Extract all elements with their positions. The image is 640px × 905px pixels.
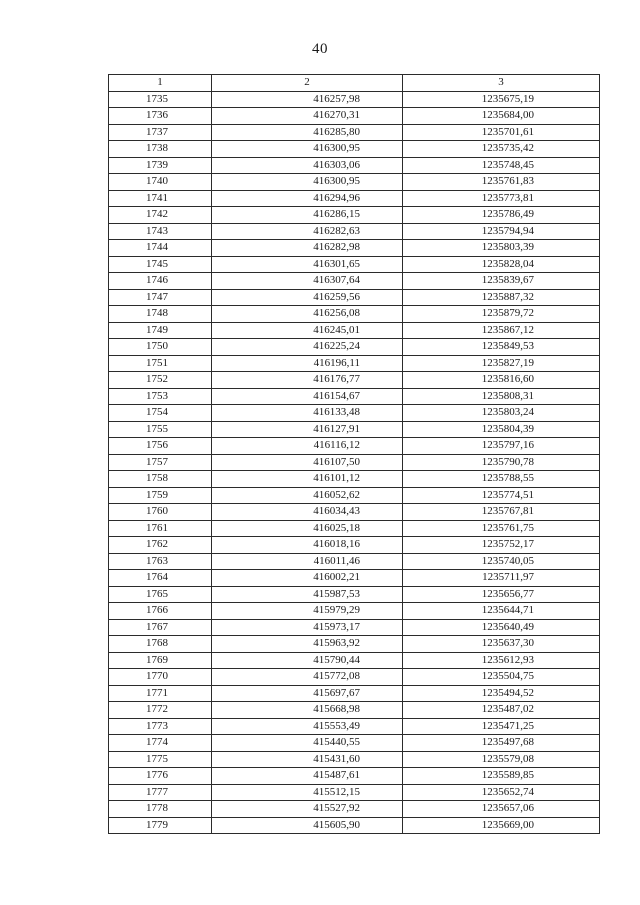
x-coordinate-cell: 416133,48 — [212, 405, 403, 422]
y-coordinate-cell: 1235701,61 — [403, 124, 600, 141]
table-row — [109, 487, 600, 504]
table-row — [109, 784, 600, 801]
x-coordinate-cell: 416307,64 — [212, 273, 403, 290]
column-header-2: 2 — [212, 75, 403, 92]
table-row — [109, 553, 600, 570]
table-row — [109, 570, 600, 587]
point-number-cell: 1750 — [109, 339, 212, 356]
x-coordinate-cell: 415979,29 — [212, 603, 403, 620]
y-coordinate-cell: 1235487,02 — [403, 702, 600, 719]
y-coordinate-cell: 1235752,17 — [403, 537, 600, 554]
y-coordinate-cell: 1235816,60 — [403, 372, 600, 389]
point-number-cell: 1755 — [109, 421, 212, 438]
y-coordinate-cell: 1235471,25 — [403, 718, 600, 735]
y-coordinate-cell: 1235839,67 — [403, 273, 600, 290]
table-row — [109, 240, 600, 257]
x-coordinate-cell: 416303,06 — [212, 157, 403, 174]
y-coordinate-cell: 1235637,30 — [403, 636, 600, 653]
point-number-cell: 1754 — [109, 405, 212, 422]
table-row — [109, 801, 600, 818]
point-number-cell: 1751 — [109, 355, 212, 372]
y-coordinate-cell: 1235494,52 — [403, 685, 600, 702]
x-coordinate-cell: 416256,08 — [212, 306, 403, 323]
table-row — [109, 91, 600, 108]
x-coordinate-cell: 415512,15 — [212, 784, 403, 801]
x-coordinate-cell: 415605,90 — [212, 817, 403, 834]
x-coordinate-cell: 416002,21 — [212, 570, 403, 587]
point-number-cell: 1778 — [109, 801, 212, 818]
table-row — [109, 718, 600, 735]
table-row — [109, 438, 600, 455]
y-coordinate-cell: 1235761,83 — [403, 174, 600, 191]
y-coordinate-cell: 1235504,75 — [403, 669, 600, 686]
y-coordinate-cell: 1235797,16 — [403, 438, 600, 455]
y-coordinate-cell: 1235735,42 — [403, 141, 600, 158]
point-number-cell: 1763 — [109, 553, 212, 570]
table-row — [109, 223, 600, 240]
y-coordinate-cell: 1235828,04 — [403, 256, 600, 273]
x-coordinate-cell: 416154,67 — [212, 388, 403, 405]
x-coordinate-cell: 415987,53 — [212, 586, 403, 603]
table-body — [109, 91, 600, 834]
point-number-cell: 1776 — [109, 768, 212, 785]
table-row — [109, 405, 600, 422]
point-number-cell: 1743 — [109, 223, 212, 240]
table-row — [109, 421, 600, 438]
point-number-cell: 1739 — [109, 157, 212, 174]
point-number-cell: 1771 — [109, 685, 212, 702]
point-number-cell: 1766 — [109, 603, 212, 620]
point-number-cell: 1770 — [109, 669, 212, 686]
y-coordinate-cell: 1235656,77 — [403, 586, 600, 603]
x-coordinate-cell: 416300,95 — [212, 141, 403, 158]
x-coordinate-cell: 416018,16 — [212, 537, 403, 554]
x-coordinate-cell: 416225,24 — [212, 339, 403, 356]
y-coordinate-cell: 1235786,49 — [403, 207, 600, 224]
y-coordinate-cell: 1235803,24 — [403, 405, 600, 422]
x-coordinate-cell: 415973,17 — [212, 619, 403, 636]
point-number-cell: 1760 — [109, 504, 212, 521]
point-number-cell: 1774 — [109, 735, 212, 752]
table-row — [109, 751, 600, 768]
y-coordinate-cell: 1235640,49 — [403, 619, 600, 636]
table-row — [109, 685, 600, 702]
table-row — [109, 619, 600, 636]
x-coordinate-cell: 416282,63 — [212, 223, 403, 240]
table-row — [109, 652, 600, 669]
point-number-cell: 1747 — [109, 289, 212, 306]
point-number-cell: 1741 — [109, 190, 212, 207]
y-coordinate-cell: 1235748,45 — [403, 157, 600, 174]
point-number-cell: 1769 — [109, 652, 212, 669]
x-coordinate-cell: 415772,08 — [212, 669, 403, 686]
table-row — [109, 537, 600, 554]
table-row — [109, 636, 600, 653]
y-coordinate-cell: 1235794,94 — [403, 223, 600, 240]
point-number-cell: 1752 — [109, 372, 212, 389]
point-number-cell: 1740 — [109, 174, 212, 191]
point-number-cell: 1759 — [109, 487, 212, 504]
y-coordinate-cell: 1235669,00 — [403, 817, 600, 834]
x-coordinate-cell: 415440,55 — [212, 735, 403, 752]
x-coordinate-cell: 416116,12 — [212, 438, 403, 455]
point-number-cell: 1749 — [109, 322, 212, 339]
table-row — [109, 174, 600, 191]
y-coordinate-cell: 1235803,39 — [403, 240, 600, 257]
table-row — [109, 504, 600, 521]
table-row — [109, 817, 600, 834]
table-row — [109, 322, 600, 339]
y-coordinate-cell: 1235497,68 — [403, 735, 600, 752]
x-coordinate-cell: 415697,67 — [212, 685, 403, 702]
point-number-cell: 1745 — [109, 256, 212, 273]
point-number-cell: 1757 — [109, 454, 212, 471]
table-row — [109, 471, 600, 488]
x-coordinate-cell: 416270,31 — [212, 108, 403, 125]
point-number-cell: 1753 — [109, 388, 212, 405]
x-coordinate-cell: 416300,95 — [212, 174, 403, 191]
y-coordinate-cell: 1235849,53 — [403, 339, 600, 356]
y-coordinate-cell: 1235867,12 — [403, 322, 600, 339]
y-coordinate-cell: 1235788,55 — [403, 471, 600, 488]
x-coordinate-cell: 415790,44 — [212, 652, 403, 669]
y-coordinate-cell: 1235808,31 — [403, 388, 600, 405]
table-row — [109, 355, 600, 372]
y-coordinate-cell: 1235652,74 — [403, 784, 600, 801]
y-coordinate-cell: 1235612,93 — [403, 652, 600, 669]
table-row — [109, 306, 600, 323]
point-number-cell: 1772 — [109, 702, 212, 719]
y-coordinate-cell: 1235684,00 — [403, 108, 600, 125]
x-coordinate-cell: 416025,18 — [212, 520, 403, 537]
table-row — [109, 735, 600, 752]
point-number-cell: 1777 — [109, 784, 212, 801]
point-number-cell: 1748 — [109, 306, 212, 323]
y-coordinate-cell: 1235589,85 — [403, 768, 600, 785]
y-coordinate-cell: 1235644,71 — [403, 603, 600, 620]
point-number-cell: 1738 — [109, 141, 212, 158]
table-row — [109, 768, 600, 785]
x-coordinate-cell: 415553,49 — [212, 718, 403, 735]
table-row — [109, 289, 600, 306]
y-coordinate-cell: 1235774,51 — [403, 487, 600, 504]
x-coordinate-cell: 416259,56 — [212, 289, 403, 306]
point-number-cell: 1744 — [109, 240, 212, 257]
y-coordinate-cell: 1235804,39 — [403, 421, 600, 438]
point-number-cell: 1737 — [109, 124, 212, 141]
point-number-cell: 1767 — [109, 619, 212, 636]
x-coordinate-cell: 416245,01 — [212, 322, 403, 339]
point-number-cell: 1758 — [109, 471, 212, 488]
point-number-cell: 1764 — [109, 570, 212, 587]
point-number-cell: 1735 — [109, 91, 212, 108]
point-number-cell: 1765 — [109, 586, 212, 603]
y-coordinate-cell: 1235773,81 — [403, 190, 600, 207]
table-header — [109, 75, 600, 92]
table-row — [109, 124, 600, 141]
x-coordinate-cell: 415963,92 — [212, 636, 403, 653]
point-number-cell: 1756 — [109, 438, 212, 455]
x-coordinate-cell: 416176,77 — [212, 372, 403, 389]
x-coordinate-cell: 415527,92 — [212, 801, 403, 818]
table-row — [109, 603, 600, 620]
table-row — [109, 454, 600, 471]
x-coordinate-cell: 416034,43 — [212, 504, 403, 521]
point-number-cell: 1768 — [109, 636, 212, 653]
table-row — [109, 586, 600, 603]
point-number-cell: 1736 — [109, 108, 212, 125]
x-coordinate-cell: 415431,60 — [212, 751, 403, 768]
table-row — [109, 190, 600, 207]
coordinate-table — [108, 74, 600, 834]
y-coordinate-cell: 1235711,97 — [403, 570, 600, 587]
table-row — [109, 669, 600, 686]
table-row — [109, 520, 600, 537]
x-coordinate-cell: 416011,46 — [212, 553, 403, 570]
point-number-cell: 1746 — [109, 273, 212, 290]
x-coordinate-cell: 416101,12 — [212, 471, 403, 488]
table-row — [109, 339, 600, 356]
table-row — [109, 388, 600, 405]
y-coordinate-cell: 1235827,19 — [403, 355, 600, 372]
point-number-cell: 1761 — [109, 520, 212, 537]
point-number-cell: 1775 — [109, 751, 212, 768]
y-coordinate-cell: 1235675,19 — [403, 91, 600, 108]
table-row — [109, 207, 600, 224]
column-header-3: 3 — [403, 75, 600, 92]
y-coordinate-cell: 1235767,81 — [403, 504, 600, 521]
x-coordinate-cell: 416127,91 — [212, 421, 403, 438]
x-coordinate-cell: 416301,65 — [212, 256, 403, 273]
table-row — [109, 108, 600, 125]
y-coordinate-cell: 1235790,78 — [403, 454, 600, 471]
point-number-cell: 1779 — [109, 817, 212, 834]
column-header-1: 1 — [109, 75, 212, 92]
x-coordinate-cell: 416294,96 — [212, 190, 403, 207]
x-coordinate-cell: 416257,98 — [212, 91, 403, 108]
table-row — [109, 702, 600, 719]
y-coordinate-cell: 1235761,75 — [403, 520, 600, 537]
point-number-cell: 1742 — [109, 207, 212, 224]
y-coordinate-cell: 1235740,05 — [403, 553, 600, 570]
point-number-cell: 1762 — [109, 537, 212, 554]
point-number-cell: 1773 — [109, 718, 212, 735]
x-coordinate-cell: 416286,15 — [212, 207, 403, 224]
table-row — [109, 273, 600, 290]
table-row — [109, 256, 600, 273]
x-coordinate-cell: 416196,11 — [212, 355, 403, 372]
x-coordinate-cell: 415487,61 — [212, 768, 403, 785]
table-row — [109, 372, 600, 389]
y-coordinate-cell: 1235879,72 — [403, 306, 600, 323]
table-row — [109, 141, 600, 158]
y-coordinate-cell: 1235579,08 — [403, 751, 600, 768]
x-coordinate-cell: 416285,80 — [212, 124, 403, 141]
x-coordinate-cell: 416052,62 — [212, 487, 403, 504]
x-coordinate-cell: 415668,98 — [212, 702, 403, 719]
x-coordinate-cell: 416107,50 — [212, 454, 403, 471]
y-coordinate-cell: 1235887,32 — [403, 289, 600, 306]
table-row — [109, 157, 600, 174]
page-number: 40 — [312, 41, 328, 57]
header-row — [109, 75, 600, 92]
y-coordinate-cell: 1235657,06 — [403, 801, 600, 818]
x-coordinate-cell: 416282,98 — [212, 240, 403, 257]
